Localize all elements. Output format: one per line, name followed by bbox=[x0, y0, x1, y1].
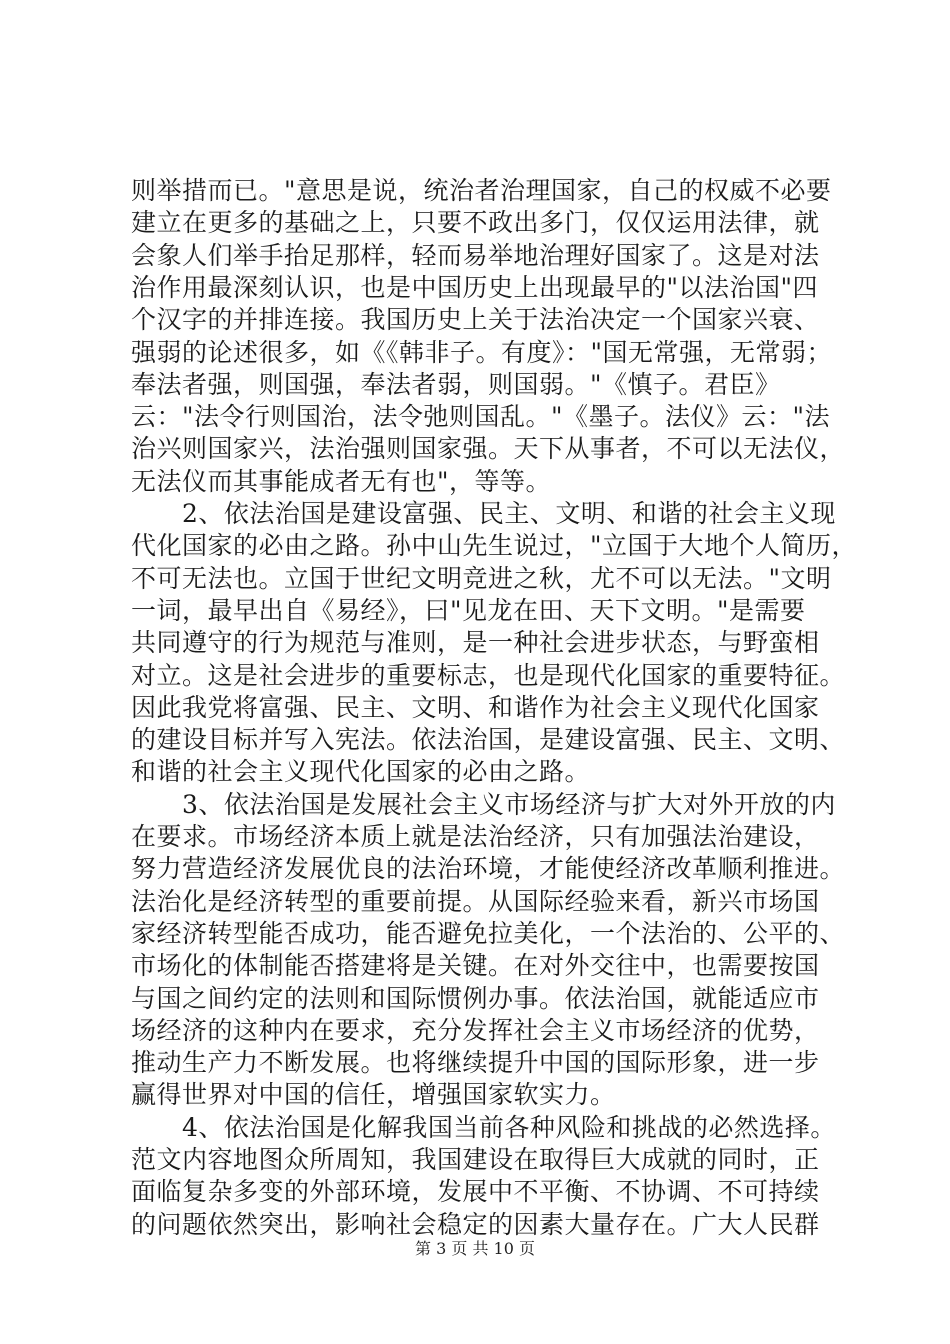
text-line: 对立。这是社会进步的重要标志，也是现代化国家的重要特征。 bbox=[131, 660, 846, 690]
text-line: 治兴则国家兴，法治强则国家强。天下从事者，不可以无法仪， bbox=[131, 434, 846, 464]
text-line: 一词，最早出自《易经》，曰"见龙在田、天下文明。"是需要 bbox=[131, 595, 806, 625]
text-line: 2、依法治国是建设富强、民主、文明、和谐的社会主义现 bbox=[131, 499, 836, 528]
text-line: 因此我党将富强、民主、文明、和谐作为社会主义现代化国家 bbox=[131, 692, 820, 722]
text-line: 面临复杂多变的外部环境，发展中不平衡、不协调、不可持续 bbox=[131, 1177, 820, 1207]
text-line: 强弱的论述很多，如《《韩非子。有度》："国无常强，无常弱； bbox=[131, 337, 833, 367]
text-line: 与国之间约定的法则和国际惯例办事。依法治国，就能适应市 bbox=[131, 983, 820, 1013]
text-line: 赢得世界对中国的信任，增强国家软实力。 bbox=[131, 1080, 616, 1110]
text-line: 家经济转型能否成功，能否避免拉美化，一个法治的、公平的、 bbox=[131, 918, 846, 948]
text-line: 场经济的这种内在要求，充分发挥社会主义市场经济的优势， bbox=[131, 1015, 820, 1045]
text-line: 在要求。市场经济本质上就是法治经济，只有加强法治建设， bbox=[131, 822, 820, 851]
text-line: 个汉字的并排连接。我国历史上关于法治决定一个国家兴衰、 bbox=[131, 305, 820, 335]
text-line: 范文内容地图众所周知，我国建设在取得巨大成就的同时，正 bbox=[131, 1145, 820, 1174]
text-line: 无法仪而其事能成者无有也"，等等。 bbox=[131, 466, 552, 496]
text-line: 法治化是经济转型的重要前提。从国际经验来看，新兴市场国 bbox=[131, 886, 820, 916]
text-line: 3、依法治国是发展社会主义市场经济与扩大对外开放的内 bbox=[131, 789, 836, 819]
text-line: 的建设目标并写入宪法。依法治国，是建设富强、民主、文明、 bbox=[131, 725, 846, 755]
text-line: 的问题依然突出，影响社会稳定的因素大量存在。广大人民群 bbox=[131, 1209, 820, 1239]
text-line: 推动生产力不断发展。也将继续提升中国的国际形象，进一步 bbox=[131, 1048, 820, 1078]
text-line: 会象人们举手抬足那样，轻而易举地治理好国家了。这是对法 bbox=[131, 240, 820, 270]
text-line: 和谐的社会主义现代化国家的必由之路。 bbox=[131, 757, 591, 787]
text-line: 4、依法治国是化解我国当前各种风险和挑战的必然选择。 bbox=[131, 1112, 836, 1142]
text-line: 共同遵守的行为规范与准则，是一种社会进步状态，与野蛮相 bbox=[131, 628, 820, 658]
text-line: 则举措而已。"意思是说，统治者治理国家，自己的权威不必要 bbox=[131, 176, 832, 205]
text-line: 市场化的体制能否搭建将是关键。在对外交往中，也需要按国 bbox=[131, 951, 820, 981]
text-line: 不可无法也。立国于世纪文明竞进之秋，尤不可以无法。"文明 bbox=[131, 563, 832, 593]
page-footer: 第 3 页 共 10 页 bbox=[415, 1239, 535, 1258]
text-line: 奉法者强，则国强，奉法者弱，则国弱。"《慎子。君臣》 bbox=[131, 369, 781, 399]
text-line: 建立在更多的基础之上，只要不政出多门，仅仅运用法律，就 bbox=[131, 208, 820, 238]
text-line: 云："法令行则国治，法令弛则国乱。"《墨子。法仪》云："法 bbox=[131, 402, 830, 432]
text-line: 代化国家的必由之路。孙中山先生说过，"立国于大地个人简历， bbox=[131, 531, 858, 561]
text-line: 努力营造经济发展优良的法治环境，才能使经济改革顺利推进。 bbox=[131, 854, 846, 884]
text-line: 治作用最深刻认识，也是中国历史上出现最早的"以法治国"四 bbox=[131, 272, 819, 302]
